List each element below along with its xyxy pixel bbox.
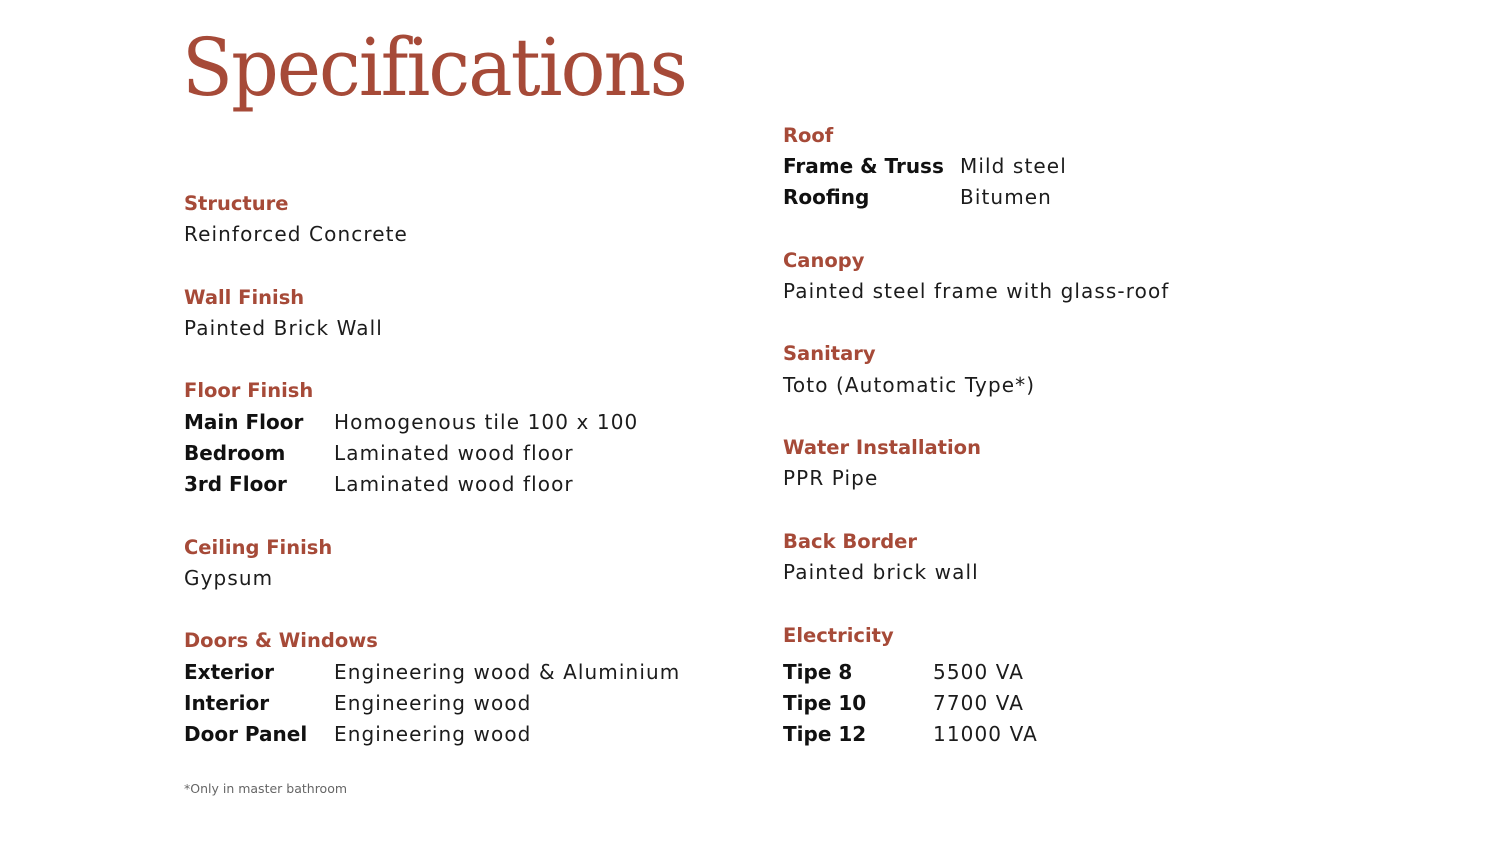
spec-key: Frame & Truss bbox=[783, 154, 944, 178]
spec-row bbox=[184, 438, 638, 469]
page-title: Specifications bbox=[182, 21, 686, 114]
spec-row bbox=[184, 719, 680, 750]
spec-row bbox=[783, 688, 1038, 719]
water-installation-section bbox=[783, 432, 981, 494]
spec-key: Interior bbox=[184, 691, 270, 715]
spec-value: Bitumen bbox=[960, 185, 1052, 209]
spec-row bbox=[783, 182, 1067, 213]
spec-key: Tipe 12 bbox=[783, 722, 867, 746]
canopy-section bbox=[783, 245, 1169, 307]
section-heading: Wall Finish bbox=[184, 286, 305, 309]
spec-key: Bedroom bbox=[184, 441, 286, 465]
footnote: *Only in master bathroom bbox=[184, 781, 348, 796]
ceiling-finish-section bbox=[184, 532, 332, 594]
doors-windows-section bbox=[184, 625, 680, 750]
spec-row bbox=[783, 151, 1067, 182]
wall-finish-section bbox=[184, 282, 383, 344]
section-heading: Canopy bbox=[783, 249, 865, 272]
spec-value: Engineering wood bbox=[334, 722, 532, 746]
section-value: Painted brick wall bbox=[783, 560, 979, 584]
section-heading: Sanitary bbox=[783, 342, 876, 365]
section-value: Painted steel frame with glass-roof bbox=[783, 279, 1170, 303]
spec-value: 11000 VA bbox=[933, 722, 1038, 746]
spec-key: 3rd Floor bbox=[184, 472, 287, 496]
section-value: PPR Pipe bbox=[783, 466, 879, 490]
section-value: Reinforced Concrete bbox=[184, 222, 408, 246]
section-heading: Doors & Windows bbox=[184, 629, 378, 652]
section-heading: Electricity bbox=[783, 624, 894, 647]
spec-key: Tipe 8 bbox=[783, 660, 853, 684]
spec-value: Engineering wood & Aluminium bbox=[334, 660, 681, 684]
section-heading: Ceiling Finish bbox=[184, 536, 333, 559]
section-value: Gypsum bbox=[184, 566, 274, 590]
spec-row bbox=[184, 407, 638, 438]
spec-row bbox=[184, 469, 638, 500]
spec-value: 7700 VA bbox=[933, 691, 1025, 715]
spec-key: Exterior bbox=[184, 660, 275, 684]
sanitary-section bbox=[783, 338, 1035, 401]
spec-value: Laminated wood floor bbox=[334, 472, 574, 496]
floor-finish-section bbox=[184, 375, 638, 500]
spec-key: Main Floor bbox=[184, 410, 304, 434]
spec-row bbox=[783, 719, 1038, 750]
back-border-section bbox=[783, 526, 979, 588]
section-value: Toto (Automatic Type*) bbox=[783, 373, 1036, 397]
section-heading: Water Installation bbox=[783, 436, 981, 459]
spec-value: Mild steel bbox=[960, 154, 1067, 178]
spec-value: Engineering wood bbox=[334, 691, 532, 715]
section-heading: Roof bbox=[783, 124, 834, 147]
spec-row bbox=[184, 657, 680, 688]
section-value: Painted Brick Wall bbox=[184, 316, 383, 340]
spec-row bbox=[184, 688, 680, 719]
structure-section bbox=[184, 188, 408, 250]
spec-value: 5500 VA bbox=[933, 660, 1025, 684]
section-heading: Floor Finish bbox=[184, 379, 314, 402]
section-heading: Back Border bbox=[783, 530, 918, 553]
spec-value: Homogenous tile 100 x 100 bbox=[334, 410, 639, 434]
section-heading: Structure bbox=[184, 192, 289, 215]
spec-row bbox=[783, 657, 1038, 688]
spec-key: Door Panel bbox=[184, 722, 308, 746]
roof-section bbox=[783, 120, 1067, 213]
spec-key: Tipe 10 bbox=[783, 691, 867, 715]
electricity-section bbox=[783, 620, 1038, 750]
spec-value: Laminated wood floor bbox=[334, 441, 574, 465]
spec-key: Roofing bbox=[783, 185, 870, 209]
